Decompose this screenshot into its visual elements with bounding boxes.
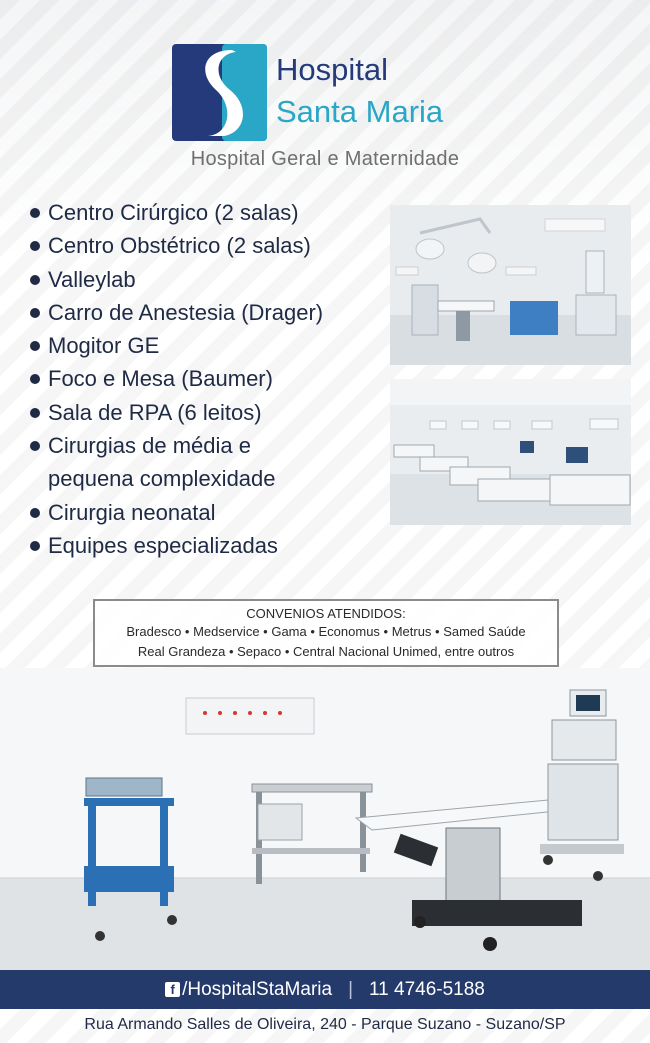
feature-item: Mogitor GE xyxy=(28,329,323,362)
feature-list xyxy=(28,196,323,562)
feature-item: Cirurgia neonatal xyxy=(28,496,323,529)
feature-item: Foco e Mesa (Baumer) xyxy=(28,362,323,395)
feature-item: Centro Cirúrgico (2 salas) xyxy=(28,196,323,229)
facebook-icon: f xyxy=(165,982,180,997)
bullet-icon xyxy=(30,441,40,451)
bullet-icon xyxy=(30,241,40,251)
tagline: Hospital Geral e Maternidade xyxy=(190,148,460,170)
brand-name-line2: Santa Maria xyxy=(276,94,444,129)
bullet-icon xyxy=(30,408,40,418)
operating-room-scene xyxy=(0,668,650,970)
feature-item: Carro de Anestesia (Drager) xyxy=(28,296,323,329)
address: Rua Armando Salles de Oliveira, 240 - Parque Suzano - Suzano/SP xyxy=(84,1016,566,1033)
insurance-title: CONVENIOS ATENDIDOS: xyxy=(246,606,406,621)
feature-item: Cirurgias de média e xyxy=(28,429,323,462)
bullet-icon xyxy=(30,541,40,551)
facebook-handle[interactable]: /HospitalStaMaria xyxy=(182,978,333,1000)
operating-room-photo xyxy=(390,205,631,365)
hospital-logo-icon xyxy=(172,44,267,141)
feature-item: Equipes especializadas xyxy=(28,529,323,562)
brand-name-line1: Hospital xyxy=(276,52,388,87)
bullet-icon xyxy=(30,374,40,384)
feature-item-continuation: pequena complexidade xyxy=(48,466,276,492)
bullet-icon xyxy=(30,508,40,518)
insurance-line-1: Bradesco • Medservice • Gama • Economus • Metrus • Samed Saúde xyxy=(126,624,526,639)
phone-number[interactable]: 11 4746-5188 xyxy=(369,978,485,1000)
recovery-room-photo xyxy=(390,379,631,525)
contact-bar xyxy=(0,970,650,1009)
bullet-icon xyxy=(30,308,40,318)
bullet-icon xyxy=(30,275,40,285)
feature-item: Valleylab xyxy=(28,263,323,296)
separator: | xyxy=(348,978,353,1000)
insurance-box xyxy=(93,599,559,667)
insurance-line-2: Real Grandeza • Sepaco • Central Nacional Unimed, entre outros xyxy=(137,644,515,659)
bullet-icon xyxy=(30,208,40,218)
feature-item: Sala de RPA (6 leitos) xyxy=(28,396,323,429)
bullet-icon xyxy=(30,341,40,351)
feature-item: Centro Obstétrico (2 salas) xyxy=(28,229,323,262)
